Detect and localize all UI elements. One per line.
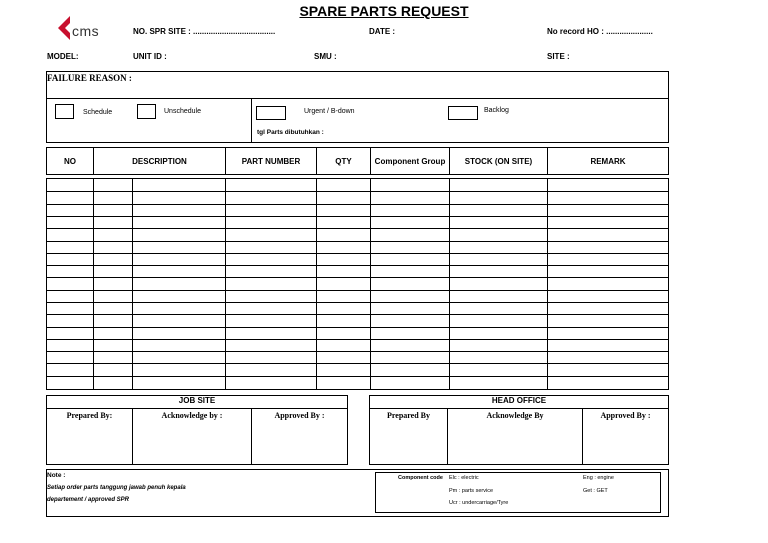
code-pm: Pm : parts service xyxy=(449,488,494,494)
model-field: MODEL: xyxy=(47,52,79,61)
table-row-line xyxy=(47,204,668,205)
table-row-line xyxy=(47,339,668,340)
date-field: DATE : xyxy=(369,27,396,36)
urgent-label: Urgent / B-down xyxy=(304,108,355,115)
table-row-line xyxy=(47,253,668,254)
job-site-prepared: Prepared By: xyxy=(66,411,113,420)
table-row-line xyxy=(47,191,668,192)
table-row-line xyxy=(47,302,668,303)
head-office-acknowledge: Acknowledge By xyxy=(486,411,544,420)
job-site-approved: Approved By : xyxy=(274,411,325,420)
backlog-checkbox[interactable] xyxy=(448,106,478,120)
failure-reason-label: FAILURE REASON : xyxy=(47,73,132,83)
table-row-line xyxy=(47,290,668,291)
table-col-line xyxy=(449,179,450,389)
table-row-line xyxy=(47,363,668,364)
unschedule-checkbox[interactable] xyxy=(137,104,156,119)
job-site-title: JOB SITE xyxy=(178,396,216,405)
cms-logo xyxy=(56,14,106,42)
head-office-title: HEAD OFFICE xyxy=(491,396,547,405)
smu-field: SMU : xyxy=(314,52,337,61)
col-component-group: Component Group xyxy=(370,148,449,174)
code-eng: Eng : engine xyxy=(583,475,614,481)
table-col-line xyxy=(547,179,548,389)
options-box xyxy=(46,98,669,143)
table-row-line xyxy=(47,351,668,352)
failure-reason-box xyxy=(46,71,669,99)
table-row-line xyxy=(47,241,668,242)
urgent-checkbox[interactable] xyxy=(256,106,286,120)
table-col-line xyxy=(316,179,317,389)
table-row-line xyxy=(47,216,668,217)
note-line-2: departement / approved SPR xyxy=(47,497,130,503)
table-row-line xyxy=(47,327,668,328)
spr-site-field: NO. SPR SITE : ..................................... xyxy=(133,27,276,36)
site-field: SITE : xyxy=(547,52,570,61)
col-part-number: PART NUMBER xyxy=(225,148,316,174)
tgl-parts-label: tgl Parts dibutuhkan : xyxy=(257,129,324,136)
table-row-line xyxy=(47,265,668,266)
unschedule-label: Unschedule xyxy=(164,108,201,115)
unit-id-field: UNIT ID : xyxy=(133,52,167,61)
job-site-block xyxy=(46,395,348,465)
head-office-approved: Approved By : xyxy=(600,411,651,420)
schedule-label: Schedule xyxy=(83,109,113,116)
col-qty: QTY xyxy=(316,148,370,174)
parts-table-body xyxy=(46,178,669,390)
table-row-line xyxy=(47,277,668,278)
document-title: SPARE PARTS REQUEST xyxy=(299,3,469,19)
table-col-line xyxy=(93,179,94,389)
code-ucr: Ucr : undercarriage/Tyre xyxy=(449,500,509,506)
col-remark: REMARK xyxy=(547,148,668,174)
head-office-prepared: Prepared By xyxy=(386,411,431,420)
backlog-label: Backlog xyxy=(484,107,509,114)
table-col-line xyxy=(370,179,371,389)
note-line-1: Setiap order parts tanggung jawab penuh kepala xyxy=(47,485,186,491)
col-description: DESCRIPTION xyxy=(93,148,225,174)
logo-text: cms xyxy=(72,23,100,39)
table-col-line xyxy=(132,179,133,389)
job-site-acknowledge: Acknowledge by : xyxy=(161,411,223,420)
parts-table-header xyxy=(46,147,669,175)
component-code-label: Component code xyxy=(398,475,443,481)
code-get: Get : GET xyxy=(583,488,608,494)
table-row-line xyxy=(47,228,668,229)
col-stock: STOCK (ON SITE) xyxy=(449,148,547,174)
table-row-line xyxy=(47,314,668,315)
record-ho-field: No record HO : ..................... xyxy=(547,27,653,36)
head-office-block xyxy=(369,395,669,465)
note-title: Note : xyxy=(47,472,66,479)
component-code-box xyxy=(375,472,661,513)
code-elc: Elc : electric xyxy=(449,475,479,481)
schedule-checkbox[interactable] xyxy=(55,104,74,119)
note-area xyxy=(46,469,669,517)
col-no: NO xyxy=(64,156,76,166)
table-row-line xyxy=(47,376,668,377)
table-col-line xyxy=(225,179,226,389)
